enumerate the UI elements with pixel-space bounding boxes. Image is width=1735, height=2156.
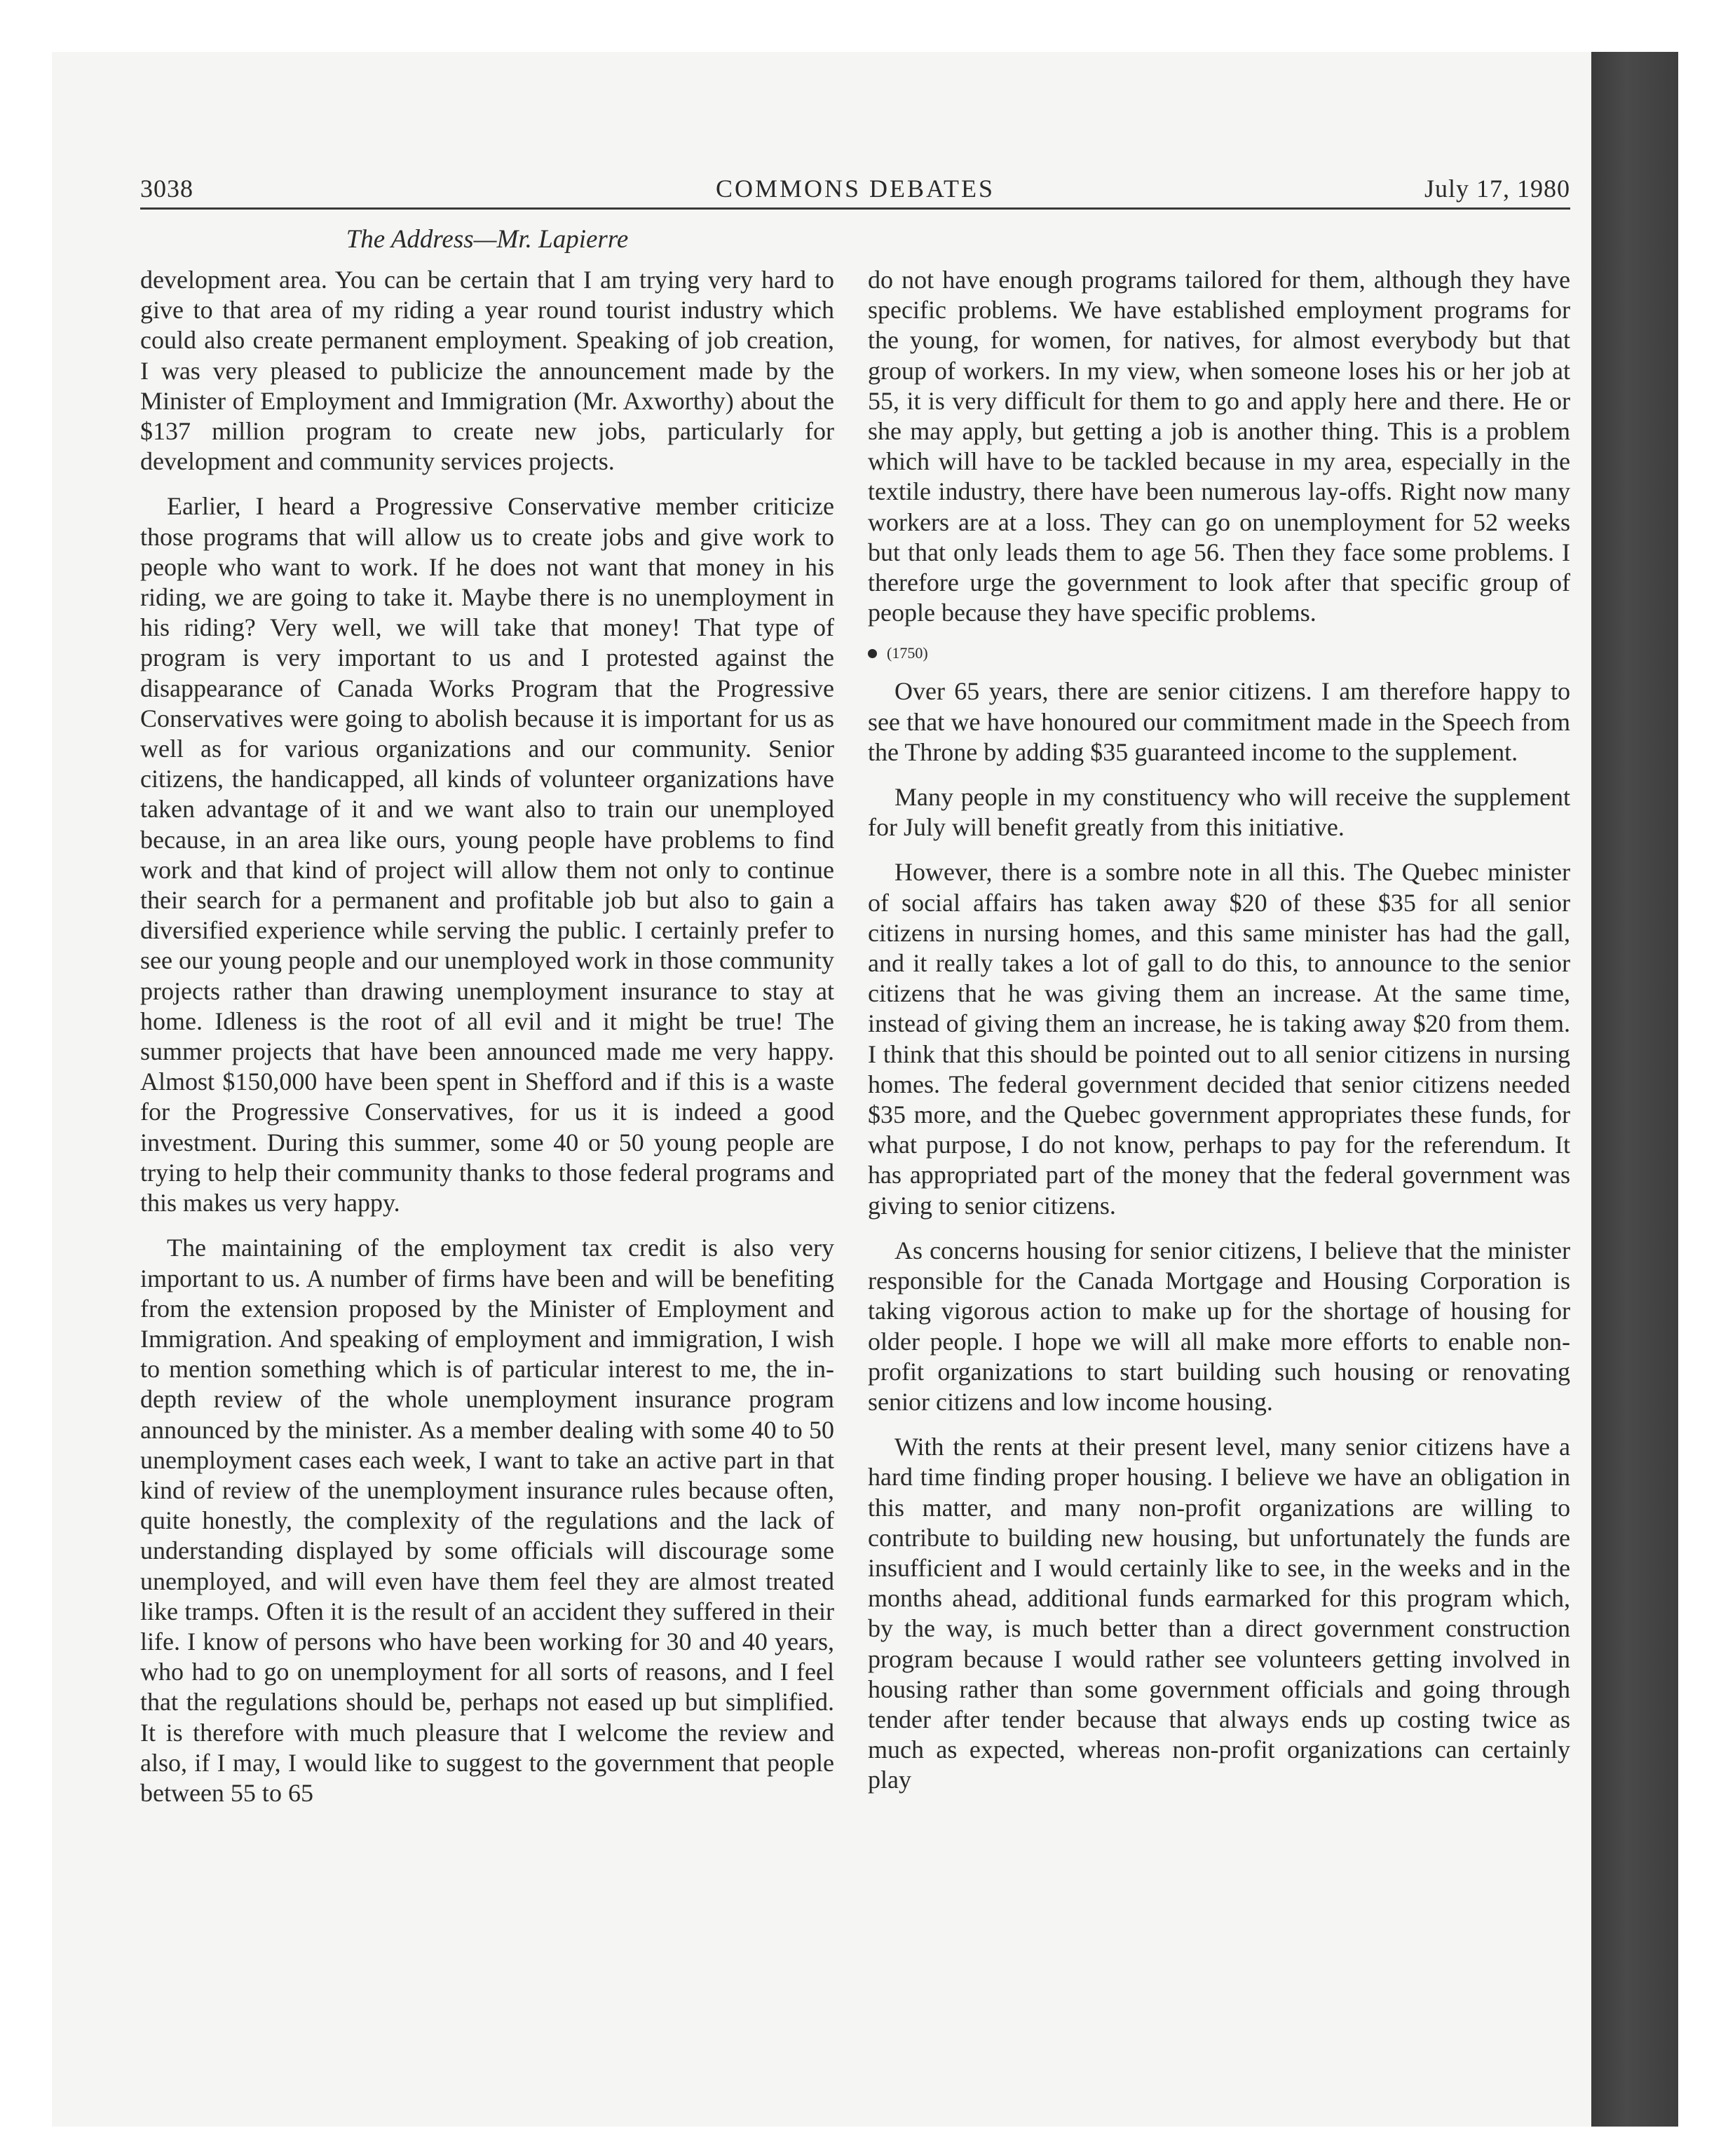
scan-binding-edge [1591, 52, 1678, 2127]
paragraph: do not have enough programs tailored for them, although they have specific problems. We have established employment programs for the young, for women, for natives, for almost everybody but that group of workers. In my view, when someone loses his or her job at 55, it is very difficult for them to go and apply here and there. He or she may apply, but getting a job is another thing. This is a problem which will have to be tackled because in my area, especially in the textile industry, there have been numerous lay-offs. Right now many workers are at a loss. They can go on unemployment for 52 weeks but that only leads them to age 56. Then they face some problems. I therefore urge the government to look after that specific group of people because they have specific problems. [868, 266, 1570, 627]
paragraph: Many people in my constituency who will receive the supplement for July will benefit greatly from this initiative. [868, 783, 1570, 842]
paragraph: As concerns housing for senior citizens, I believe that the minister responsible for the Canada Mortgage and Housing Corporation is taking vigorous action to make up for the shortage of housing for older people. I hope we will all make more efforts to enable non-profit organizations to start building such housing or renovating senior citizens and low income housing. [868, 1236, 1570, 1416]
page-header [140, 168, 1570, 210]
bullet-icon [868, 649, 877, 658]
right-column [868, 265, 1570, 1810]
time-marker [868, 643, 1570, 664]
journal-title: COMMONS DEBATES [715, 175, 995, 203]
time-marker-label: (1750) [887, 644, 928, 662]
paragraph: Over 65 years, there are senior citizens. I am therefore happy to see that we have honoured our commitment made in the Speech from the Throne by adding $35 guaranteed income to the supplement. [868, 677, 1570, 766]
paragraph: Earlier, I heard a Progressive Conservative member criticize those programs that will allow us to create jobs and give work to people who want to work. If he does not want that money in his riding, we are going to take it. Maybe there is no unemployment in his riding? Very well, we will take that money! That type of program is very important to us and I protested against the disappearance of Canada Works Program that the Progressive Conservatives were going to abolish because it is important for us as well as for various organizations and our community. Senior citizens, the handicapped, all kinds of volunteer organizations have taken advantage of it and we want also to train our unemployed because, in an area like ours, young people have problems to find work and that kind of project will allow them not only to continue their search for a permanent and profitable job but also to gain a diversified experience while serving the public. I certainly prefer to see our young people and our unemployed work in those community projects rather than drawing unemployment insurance to stay at home. Idleness is the root of all evil and it might be true! The summer projects that have been announced made me very happy. Almost $150,000 have been spent in Shefford and if this is a waste for the Progressive Conservatives, for us it is indeed a good investment. During this summer, some 40 or 50 young people are trying to help their community thanks to those federal programs and this makes us very happy. [140, 492, 834, 1217]
paragraph: With the rents at their present level, many senior citizens have a hard time finding proper housing. I believe we have an obligation in this matter, and many non-profit organizations are willing to contribute to building new housing, but unfortunately the funds are insufficient and I would certainly like to see, in the weeks and in the months ahead, additional funds earmarked for this program which, by the way, is much better than a direct government construction program because I would rather see volunteers getting involved in housing rather than some government officials and going through tender after tender because that always ends up costing twice as much as expected, whereas non-profit organizations can certainly play [868, 1433, 1570, 1794]
paragraph: development area. You can be certain that I am trying very hard to give to that area of my riding a year round tourist industry which could also create permanent employment. Speaking of job creation, I was very pleased to publicize the announcement made by the Minister of Employment and Immigration (Mr. Axworthy) about the $137 million program to create new jobs, particularly for development and community services projects. [140, 266, 834, 476]
paragraph: However, there is a sombre note in all this. The Quebec minister of social affairs has taken away $20 of these $35 for all senior citizens in nursing homes, and this same minister has had the gall, and it really takes a lot of gall to do this, to announce to the senior citizens that he was giving them an increase. At the same time, instead of giving them an increase, he is taking away $20 from them. I think that this should be pointed out to all senior citizens in nursing homes. The federal government decided that senior citizens needed $35 more, and the Quebec government appropriates these funds, for what purpose, I do not know, perhaps to pay for the referendum. It has appropriated part of the money that the federal government was giving to senior citizens. [868, 858, 1570, 1220]
left-column [140, 265, 834, 1823]
paragraph: The maintaining of the employment tax credit is also very important to us. A number of firms have been and will be benefiting from the extension proposed by the Minister of Employment and Immigration. And speaking of employment and immigration, I wish to mention something which is of particular interest to me, the in-depth review of the whole unemployment insurance program announced by the minister. As a member dealing with some 40 to 50 unemployment cases each week, I want to take an active part in that kind of review of the unemployment insurance rules because often, quite honestly, the complexity of the regulations and the lack of understanding displayed by some officials will discourage some unemployed, and will even have them feel they are almost treated like tramps. Often it is the result of an accident they suffered in their life. I know of persons who have been working for 30 and 40 years, who had to go on unemployment for all sorts of reasons, and I feel that the regulations should be, perhaps not eased up but simplified. It is therefore with much pleasure that I welcome the review and also, if I may, I would like to suggest to the government that people between 55 to 65 [140, 1234, 834, 1807]
page-number: 3038 [140, 175, 193, 203]
header-date: July 17, 1980 [1424, 175, 1570, 203]
running-head: The Address—Mr. Lapierre [346, 225, 629, 254]
